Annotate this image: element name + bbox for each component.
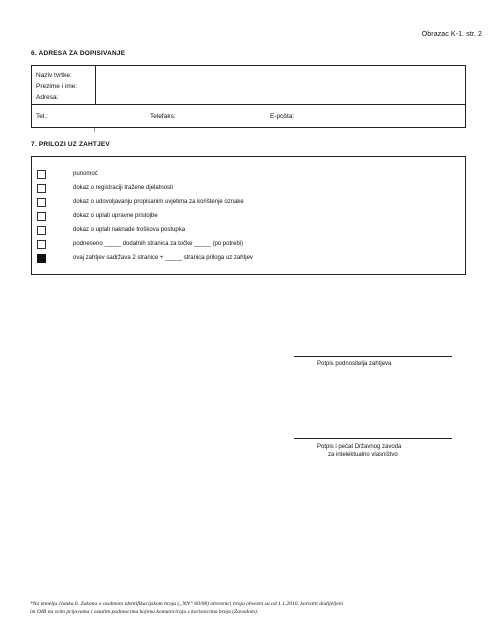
attachment-checkbox[interactable]	[37, 240, 46, 249]
attachment-checkbox[interactable]	[37, 198, 46, 207]
attachment-label: dokaz o uplati naknade troškova postupka	[73, 227, 186, 233]
attachment-label: dokaz o uplati upravne pristojbe	[73, 213, 158, 219]
phone-label: Tel.:	[36, 113, 48, 120]
full-name-label: Prezime i ime:	[36, 83, 78, 90]
attachment-checkbox[interactable]	[37, 254, 46, 263]
section-7-title: 7. PRILOZI UZ ZAHTJEV	[31, 141, 110, 148]
attachment-label: dokaz o registraciji tražene djelatnosti	[73, 185, 174, 191]
box-divider-horizontal	[32, 104, 465, 105]
column-tick-mark	[94, 128, 95, 132]
footnote-line-2: im OIB na svim prijavama i ostalim podnescima kojima komuniciraju s korisnicima broja (Zavodom).	[30, 609, 259, 615]
attachment-label: ovaj zahtjev sadržava 2 stranice + _____ stranica priloga uz zahtjev	[73, 255, 253, 261]
attachment-label: dokaz o udovoljavanju propisanim uvjetima za korištenje oznake	[73, 199, 244, 205]
attachment-checkbox[interactable]	[37, 170, 46, 179]
office-signature-line	[294, 438, 452, 439]
oib-footnote	[30, 600, 470, 616]
applicant-signature-label: Potpis podnositelja zahtjeva	[317, 361, 392, 367]
company-name-label: Naziv tvrtke:	[36, 72, 72, 79]
office-signature-label: Potpis i pečat Državnog zavoda	[317, 444, 402, 450]
attachment-checkbox[interactable]	[37, 184, 46, 193]
box-divider-vertical	[95, 66, 96, 104]
address-label: Adresa:	[36, 94, 59, 101]
attachment-label: podneseno _____ dodatnih stranica za točke _____ (po potrebi)	[73, 241, 244, 247]
correspondence-address-box	[31, 65, 466, 128]
email-label: E-pošta:	[270, 113, 295, 120]
section-6-title: 6. ADRESA ZA DOPISIVANJE	[31, 50, 126, 57]
attachment-checkbox[interactable]	[37, 212, 46, 221]
attachment-checkbox[interactable]	[37, 226, 46, 235]
office-signature-label-line2: za intelektualno vlasništvo	[328, 452, 398, 458]
fax-label: Telefaks:	[150, 113, 176, 120]
attachment-label: punomoć	[73, 171, 98, 177]
footnote-line-1: *Na temelju članka 6. Zakona o osobnom identifikacijskom broju („NN“ 60/08) obveznici broja obvezni su od 1.1.2010. koristiti dodijeljeni	[30, 601, 344, 607]
attachments-box	[31, 156, 466, 275]
form-reference: Obrazac K-1. str. 2	[421, 31, 482, 38]
applicant-signature-line	[294, 356, 452, 357]
